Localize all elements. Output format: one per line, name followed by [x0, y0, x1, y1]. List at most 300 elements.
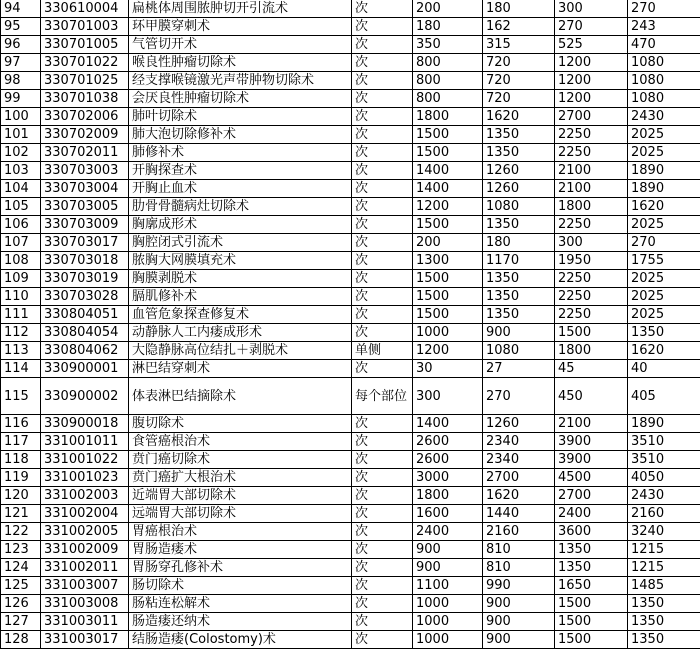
cell-item-code: 330703017: [41, 234, 129, 252]
cell-price-4: 1890: [628, 180, 700, 198]
cell-item-code: 330703005: [41, 198, 129, 216]
cell-item-name: 腹切除术: [129, 415, 352, 433]
cell-price-3: 1500: [555, 613, 628, 631]
cell-price-1: 1800: [413, 108, 483, 126]
cell-item-code: 331001011: [41, 433, 129, 451]
table-row: [1, 378, 700, 415]
cell-row-number: 100: [1, 108, 41, 126]
cell-price-3: 2250: [555, 270, 628, 288]
cell-row-number: 94: [1, 0, 41, 18]
cell-price-2: 1260: [483, 162, 555, 180]
cell-unit: 次: [352, 72, 413, 90]
cell-unit: 次: [352, 523, 413, 541]
cell-price-1: 1200: [413, 198, 483, 216]
cell-unit: 次: [352, 18, 413, 36]
cell-row-number: 122: [1, 523, 41, 541]
cell-price-4: 2025: [628, 306, 700, 324]
cell-row-number: 115: [1, 378, 41, 415]
cell-price-2: 1260: [483, 180, 555, 198]
cell-unit: 次: [352, 162, 413, 180]
cell-price-2: 1350: [483, 144, 555, 162]
cell-row-number: 105: [1, 198, 41, 216]
cell-price-2: 1080: [483, 342, 555, 360]
cell-item-name: 肺叶切除术: [129, 108, 352, 126]
table-row: [1, 541, 700, 559]
table-row: [1, 270, 700, 288]
cell-price-3: 1650: [555, 577, 628, 595]
cell-price-1: 800: [413, 90, 483, 108]
cell-price-1: 1500: [413, 126, 483, 144]
cell-price-1: 1500: [413, 288, 483, 306]
cell-row-number: 103: [1, 162, 41, 180]
cell-item-code: 330701025: [41, 72, 129, 90]
cell-price-3: 1200: [555, 90, 628, 108]
cell-price-1: 900: [413, 541, 483, 559]
cell-price-4: 2025: [628, 126, 700, 144]
cell-price-2: 900: [483, 631, 555, 649]
cell-item-code: 331002009: [41, 541, 129, 559]
cell-price-2: 900: [483, 613, 555, 631]
cell-price-4: 1350: [628, 631, 700, 649]
table-row: [1, 0, 700, 18]
cell-row-number: 127: [1, 613, 41, 631]
cell-item-name: 肺大泡切除修补术: [129, 126, 352, 144]
cell-price-1: 1800: [413, 487, 483, 505]
cell-price-4: 2160: [628, 505, 700, 523]
cell-price-3: 3900: [555, 451, 628, 469]
cell-item-name: 肠造瘘还纳术: [129, 613, 352, 631]
cell-item-name: 贲门癌切除术: [129, 451, 352, 469]
table-row: [1, 451, 700, 469]
cell-item-name: 胃肠穿孔修补术: [129, 559, 352, 577]
cell-price-2: 1350: [483, 270, 555, 288]
cell-row-number: 99: [1, 90, 41, 108]
cell-unit: 次: [352, 505, 413, 523]
cell-price-1: 1400: [413, 180, 483, 198]
cell-item-name: 大隐静脉高位结扎＋剥脱术: [129, 342, 352, 360]
cell-price-1: 2600: [413, 433, 483, 451]
cell-item-code: 330703004: [41, 180, 129, 198]
cell-price-2: 27: [483, 360, 555, 378]
cell-price-1: 180: [413, 18, 483, 36]
cell-item-name: 肠粘连松解术: [129, 595, 352, 613]
cell-unit: 次: [352, 108, 413, 126]
cell-unit: 次: [352, 36, 413, 54]
cell-price-3: 2700: [555, 487, 628, 505]
cell-unit: 次: [352, 306, 413, 324]
cell-price-4: 3510: [628, 451, 700, 469]
cell-price-4: 2025: [628, 270, 700, 288]
cell-item-name: 环甲膜穿刺术: [129, 18, 352, 36]
cell-item-name: 肠切除术: [129, 577, 352, 595]
cell-price-3: 2100: [555, 162, 628, 180]
cell-price-4: 3510: [628, 433, 700, 451]
cell-price-1: 2600: [413, 451, 483, 469]
cell-unit: 次: [352, 288, 413, 306]
cell-item-code: 330900018: [41, 415, 129, 433]
cell-unit: 次: [352, 0, 413, 18]
cell-item-name: 扁桃体周围脓肿切开引流术: [129, 0, 352, 18]
table-row: [1, 36, 700, 54]
cell-price-3: 1950: [555, 252, 628, 270]
cell-price-4: 270: [628, 234, 700, 252]
cell-price-4: 405: [628, 378, 700, 415]
cell-price-2: 720: [483, 54, 555, 72]
cell-unit: 次: [352, 415, 413, 433]
cell-price-1: 200: [413, 0, 483, 18]
cell-price-4: 1620: [628, 198, 700, 216]
cell-row-number: 97: [1, 54, 41, 72]
cell-unit: 次: [352, 126, 413, 144]
cell-item-code: 331002005: [41, 523, 129, 541]
cell-row-number: 111: [1, 306, 41, 324]
table-row: [1, 306, 700, 324]
cell-unit: 次: [352, 631, 413, 649]
cell-price-4: 1080: [628, 72, 700, 90]
cell-price-1: 1300: [413, 252, 483, 270]
cell-price-3: 45: [555, 360, 628, 378]
cell-price-4: 2025: [628, 288, 700, 306]
cell-unit: 次: [352, 54, 413, 72]
table-row: [1, 415, 700, 433]
cell-item-name: 胃肠造瘘术: [129, 541, 352, 559]
cell-price-2: 1620: [483, 487, 555, 505]
cell-item-code: 330703018: [41, 252, 129, 270]
cell-price-3: 2100: [555, 415, 628, 433]
table-body: [1, 0, 700, 649]
cell-item-code: 331002011: [41, 559, 129, 577]
cell-item-code: 330804062: [41, 342, 129, 360]
table-row: [1, 54, 700, 72]
cell-price-3: 2700: [555, 108, 628, 126]
cell-unit: 次: [352, 234, 413, 252]
cell-price-3: 2250: [555, 144, 628, 162]
cell-row-number: 106: [1, 216, 41, 234]
cell-price-2: 162: [483, 18, 555, 36]
cell-price-4: 1890: [628, 162, 700, 180]
cell-price-1: 1100: [413, 577, 483, 595]
cell-unit: 单侧: [352, 342, 413, 360]
cell-item-code: 330804051: [41, 306, 129, 324]
cell-price-1: 1500: [413, 144, 483, 162]
table-row: [1, 342, 700, 360]
cell-item-name: 淋巴结穿刺术: [129, 360, 352, 378]
cell-price-1: 1200: [413, 342, 483, 360]
cell-price-3: 2400: [555, 505, 628, 523]
cell-price-4: 2025: [628, 144, 700, 162]
cell-item-code: 331003011: [41, 613, 129, 631]
cell-row-number: 95: [1, 18, 41, 36]
cell-price-2: 2340: [483, 451, 555, 469]
cell-price-4: 1350: [628, 324, 700, 342]
cell-price-3: 300: [555, 0, 628, 18]
cell-row-number: 121: [1, 505, 41, 523]
cell-price-4: 2025: [628, 216, 700, 234]
cell-row-number: 98: [1, 72, 41, 90]
cell-price-3: 1350: [555, 559, 628, 577]
cell-unit: 次: [352, 613, 413, 631]
cell-item-name: 胃癌根治术: [129, 523, 352, 541]
cell-price-1: 1400: [413, 162, 483, 180]
cell-item-code: 330702009: [41, 126, 129, 144]
cell-price-4: 1755: [628, 252, 700, 270]
cell-row-number: 109: [1, 270, 41, 288]
cell-item-code: 331003008: [41, 595, 129, 613]
cell-unit: 次: [352, 541, 413, 559]
table-row: [1, 144, 700, 162]
cell-price-3: 525: [555, 36, 628, 54]
cell-price-4: 1080: [628, 54, 700, 72]
cell-price-2: 1350: [483, 216, 555, 234]
cell-item-name: 开胸探查术: [129, 162, 352, 180]
cell-price-4: 40: [628, 360, 700, 378]
cell-item-name: 血管危象探查修复术: [129, 306, 352, 324]
cell-price-2: 720: [483, 72, 555, 90]
cell-unit: 次: [352, 451, 413, 469]
cell-unit: 次: [352, 216, 413, 234]
cell-item-name: 动静脉人工内瘘成形术: [129, 324, 352, 342]
cell-price-4: 1485: [628, 577, 700, 595]
cell-item-name: 贲门癌扩大根治术: [129, 469, 352, 487]
cell-price-4: 4050: [628, 469, 700, 487]
cell-price-1: 1000: [413, 324, 483, 342]
cell-price-4: 1215: [628, 559, 700, 577]
cell-unit: 次: [352, 198, 413, 216]
cell-price-2: 1350: [483, 126, 555, 144]
table-row: [1, 234, 700, 252]
table-row: [1, 216, 700, 234]
cell-item-code: 330703003: [41, 162, 129, 180]
cell-price-2: 1350: [483, 288, 555, 306]
cell-price-3: 300: [555, 234, 628, 252]
cell-item-code: 330701038: [41, 90, 129, 108]
cell-price-1: 1600: [413, 505, 483, 523]
table-row: [1, 505, 700, 523]
cell-item-code: 330703028: [41, 288, 129, 306]
cell-price-4: 270: [628, 0, 700, 18]
cell-unit: 次: [352, 559, 413, 577]
table-row: [1, 288, 700, 306]
cell-price-3: 3600: [555, 523, 628, 541]
cell-price-2: 2160: [483, 523, 555, 541]
cell-price-2: 315: [483, 36, 555, 54]
cell-price-2: 1440: [483, 505, 555, 523]
cell-price-2: 270: [483, 378, 555, 415]
cell-price-3: 1500: [555, 324, 628, 342]
cell-price-2: 810: [483, 559, 555, 577]
cell-item-name: 会厌良性肿瘤切除术: [129, 90, 352, 108]
cell-price-4: 243: [628, 18, 700, 36]
cell-price-4: 1215: [628, 541, 700, 559]
cell-price-3: 1200: [555, 54, 628, 72]
cell-unit: 次: [352, 180, 413, 198]
cell-price-3: 2250: [555, 288, 628, 306]
table-row: [1, 90, 700, 108]
cell-price-2: 1350: [483, 306, 555, 324]
cell-item-code: 331002004: [41, 505, 129, 523]
cell-unit: 次: [352, 360, 413, 378]
cell-price-3: 1350: [555, 541, 628, 559]
cell-price-4: 1890: [628, 415, 700, 433]
cell-price-3: 2250: [555, 126, 628, 144]
cell-price-1: 1000: [413, 595, 483, 613]
cell-price-1: 2400: [413, 523, 483, 541]
table-row: [1, 360, 700, 378]
cell-item-code: 330701003: [41, 18, 129, 36]
cell-price-1: 900: [413, 559, 483, 577]
cell-item-name: 肋骨骨髓病灶切除术: [129, 198, 352, 216]
cell-price-3: 1200: [555, 72, 628, 90]
cell-price-4: 2430: [628, 108, 700, 126]
cell-item-code: 331001022: [41, 451, 129, 469]
cell-row-number: 124: [1, 559, 41, 577]
cell-price-1: 1500: [413, 306, 483, 324]
cell-row-number: 126: [1, 595, 41, 613]
table-row: [1, 18, 700, 36]
cell-price-3: 4500: [555, 469, 628, 487]
cell-price-4: 1620: [628, 342, 700, 360]
cell-row-number: 102: [1, 144, 41, 162]
cell-item-code: 330701005: [41, 36, 129, 54]
table-row: [1, 523, 700, 541]
cell-item-name: 喉良性肿瘤切除术: [129, 54, 352, 72]
cell-item-name: 脓胸大网膜填充术: [129, 252, 352, 270]
cell-unit: 次: [352, 252, 413, 270]
cell-price-1: 1000: [413, 613, 483, 631]
cell-row-number: 112: [1, 324, 41, 342]
table-row: [1, 198, 700, 216]
table-row: [1, 631, 700, 649]
cell-row-number: 110: [1, 288, 41, 306]
cell-item-name: 胸腔闭式引流术: [129, 234, 352, 252]
cell-price-4: 470: [628, 36, 700, 54]
table-row: [1, 72, 700, 90]
cell-price-1: 350: [413, 36, 483, 54]
cell-item-name: 远端胃大部切除术: [129, 505, 352, 523]
table-row: [1, 613, 700, 631]
table-row: [1, 595, 700, 613]
cell-item-name: 体表淋巴结摘除术: [129, 378, 352, 415]
table-row: [1, 162, 700, 180]
cell-price-3: 2100: [555, 180, 628, 198]
cell-item-code: 331003017: [41, 631, 129, 649]
cell-item-code: 331002003: [41, 487, 129, 505]
cell-price-4: 1350: [628, 613, 700, 631]
cell-price-1: 1500: [413, 270, 483, 288]
cell-row-number: 101: [1, 126, 41, 144]
cell-item-code: 330702006: [41, 108, 129, 126]
cell-price-1: 1500: [413, 216, 483, 234]
cell-price-4: 2430: [628, 487, 700, 505]
cell-price-2: 1170: [483, 252, 555, 270]
table-row: [1, 324, 700, 342]
cell-item-code: 330702011: [41, 144, 129, 162]
cell-item-name: 胸廓成形术: [129, 216, 352, 234]
cell-price-3: 1500: [555, 631, 628, 649]
cell-row-number: 117: [1, 433, 41, 451]
cell-price-3: 3900: [555, 433, 628, 451]
cell-item-code: 330900001: [41, 360, 129, 378]
table-row: [1, 252, 700, 270]
cell-price-1: 300: [413, 378, 483, 415]
cell-price-3: 2250: [555, 216, 628, 234]
cell-item-name: 结肠造瘘(Colostomy)术: [129, 631, 352, 649]
cell-unit: 次: [352, 595, 413, 613]
cell-item-name: 肺修补术: [129, 144, 352, 162]
cell-price-1: 1400: [413, 415, 483, 433]
cell-row-number: 114: [1, 360, 41, 378]
cell-item-code: 330703019: [41, 270, 129, 288]
cell-price-1: 3000: [413, 469, 483, 487]
cell-price-2: 990: [483, 577, 555, 595]
cell-row-number: 113: [1, 342, 41, 360]
cell-item-name: 胸膜剥脱术: [129, 270, 352, 288]
cell-price-4: 1350: [628, 595, 700, 613]
cell-unit: 每个部位: [352, 378, 413, 415]
cell-item-code: 330701022: [41, 54, 129, 72]
cell-price-2: 180: [483, 234, 555, 252]
cell-row-number: 107: [1, 234, 41, 252]
cell-unit: 次: [352, 270, 413, 288]
cell-price-2: 1260: [483, 415, 555, 433]
cell-price-4: 1080: [628, 90, 700, 108]
cell-item-code: 330900002: [41, 378, 129, 415]
cell-row-number: 120: [1, 487, 41, 505]
cell-price-3: 2250: [555, 306, 628, 324]
cell-price-3: 1800: [555, 342, 628, 360]
cell-row-number: 125: [1, 577, 41, 595]
cell-row-number: 119: [1, 469, 41, 487]
cell-unit: 次: [352, 433, 413, 451]
cell-item-name: 膈肌修补术: [129, 288, 352, 306]
cell-item-name: 经支撑喉镜激光声带肿物切除术: [129, 72, 352, 90]
cell-price-1: 800: [413, 72, 483, 90]
cell-price-2: 180: [483, 0, 555, 18]
cell-item-code: 330610004: [41, 0, 129, 18]
cell-price-2: 810: [483, 541, 555, 559]
cell-row-number: 123: [1, 541, 41, 559]
cell-price-1: 30: [413, 360, 483, 378]
cell-item-code: 331001023: [41, 469, 129, 487]
cell-price-2: 2700: [483, 469, 555, 487]
cell-price-2: 720: [483, 90, 555, 108]
table-row: [1, 487, 700, 505]
cell-price-1: 200: [413, 234, 483, 252]
cell-price-1: 1000: [413, 631, 483, 649]
cell-price-2: 1620: [483, 108, 555, 126]
cell-price-2: 900: [483, 595, 555, 613]
cell-price-2: 1080: [483, 198, 555, 216]
table-row: [1, 559, 700, 577]
cell-item-code: 330804054: [41, 324, 129, 342]
cell-row-number: 108: [1, 252, 41, 270]
cell-row-number: 118: [1, 451, 41, 469]
table-row: [1, 433, 700, 451]
cell-price-1: 800: [413, 54, 483, 72]
table-row: [1, 577, 700, 595]
cell-row-number: 96: [1, 36, 41, 54]
cell-item-code: 330703009: [41, 216, 129, 234]
cell-row-number: 116: [1, 415, 41, 433]
cell-price-3: 450: [555, 378, 628, 415]
cell-unit: 次: [352, 90, 413, 108]
cell-unit: 次: [352, 487, 413, 505]
cell-row-number: 104: [1, 180, 41, 198]
cell-item-code: 331003007: [41, 577, 129, 595]
cell-item-name: 食管癌根治术: [129, 433, 352, 451]
cell-unit: 次: [352, 144, 413, 162]
cell-price-2: 900: [483, 324, 555, 342]
